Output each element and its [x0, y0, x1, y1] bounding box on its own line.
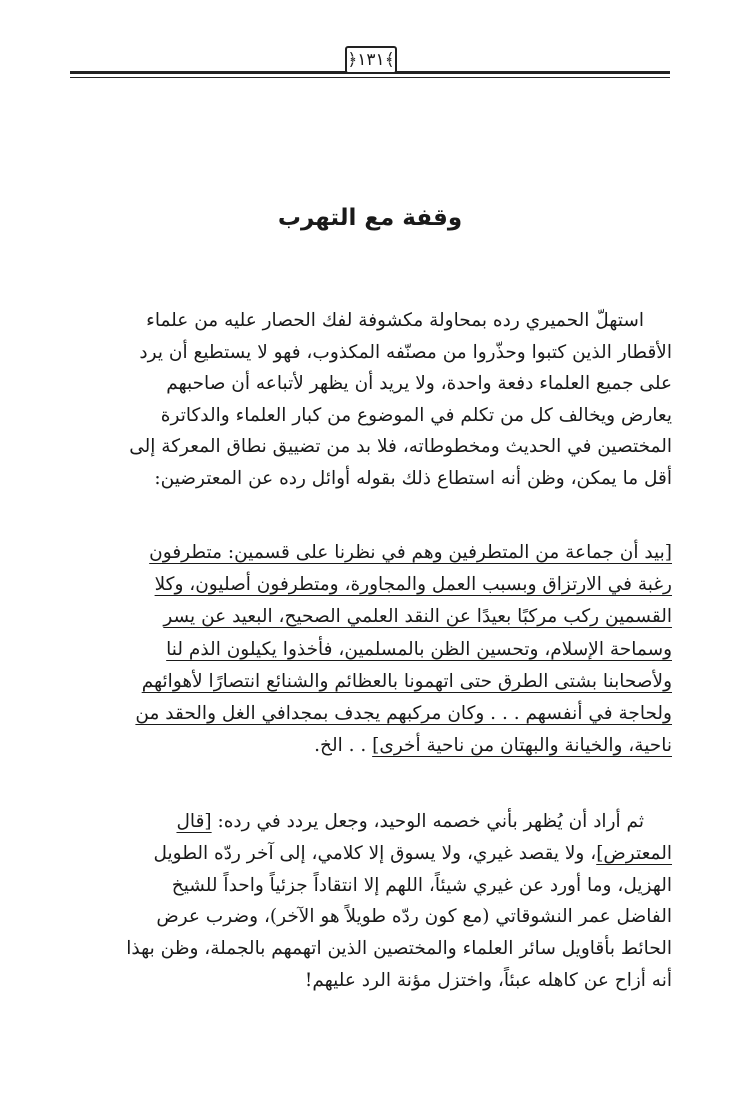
- text-line: الفاضل عمر النشوقاتي (مع كون ردّه طويلاً هو الآخر)، وضرب عرض: [156, 906, 672, 928]
- page-number: ﴿١٣١﴾: [345, 46, 397, 74]
- quote-line: ناحية، والخيانة والبهتان من ناحية أخرى]: [372, 735, 672, 757]
- chapter-title: وقفة مع التهرب: [277, 205, 463, 231]
- text-segment: ثم أراد أن يُظهر بأني خصمه الوحيد، وجعل يردد في رده:: [211, 811, 644, 832]
- text-line: الهزيل، وما أورد عن غيري شيئاً، اللهم إلا انتقاداً جزئياً واحداً للشيخ: [171, 874, 672, 896]
- text-line: على جميع العلماء دفعة واحدة، ولا يريد أن يظهر لأتباعه أن صاحبهم: [166, 373, 672, 394]
- paragraph-response: [68, 806, 672, 997]
- quote-line: ولحاجة في أنفسهم . . . وكان مركبهم يجدف بمجدافي الغل والحقد من: [135, 703, 672, 725]
- text-line: [68, 806, 672, 838]
- text-line: أنه أزاح عن كاهله عبئاً، واختزل مؤنة الرد عليهم!: [304, 969, 672, 991]
- header-rule-thin: [70, 77, 670, 78]
- text-line: الأقطار الذين كتبوا وحذّروا من مصنّفه المكذوب، فهو لا يستطيع أن يرد: [139, 341, 672, 363]
- page-header: [70, 40, 670, 90]
- paragraph-intro: [68, 305, 672, 494]
- quote-line: رغبة في الارتزاق وبسبب العمل والمجاورة، ومتطرفون أصليون، وكلا: [154, 574, 672, 596]
- text-line: يعارض ويخالف كل من تكلم في الموضوع من كبار العلماء والدكاترة: [160, 404, 672, 426]
- quote-line: وسماحة الإسلام، وتحسين الظن بالمسلمين، فأخذوا يكيلون الذم لنا: [166, 638, 672, 660]
- quoted-passage: [68, 537, 672, 762]
- quote-trailing: . . الخ.: [314, 735, 373, 757]
- underlined-segment: [قال: [176, 811, 212, 832]
- quote-line: ولأصحابنا بشتى الطرق حتى اتهمونا بالعظائم والشنائع انتصارًا لأهوائهم: [141, 670, 672, 692]
- quote-line: القسمين ركب مركبًا بعيدًا عن النقد العلمي الصحيح، البعيد عن يسر: [163, 606, 672, 628]
- text-line: أقل ما يمكن، وظن أنه استطاع ذلك بقوله أوائل رده عن المعترضين:: [154, 467, 672, 489]
- text-line: الحائط بأقاويل سائر العلماء والمختصين الذين اتهمهم بالجملة، وظن بهذا: [126, 938, 672, 960]
- underlined-segment: المعترض]: [596, 842, 672, 864]
- quote-last-line: [68, 730, 672, 762]
- text-segment: ، ولا يقصد غيري، ولا يسوق إلا كلامي، إلى آخر ردّه الطويل: [153, 842, 597, 864]
- text-line: [68, 838, 672, 870]
- text-line: استهلّ الحميري رده بمحاولة مكشوفة لفك الحصار عليه من علماء: [146, 310, 644, 331]
- quote-line: [بيد أن جماعة من المتطرفين وهم في نظرنا على قسمين: متطرفون: [149, 542, 672, 563]
- text-line: المختصين في الحديث ومخطوطاته، فلا بد من تضييق نطاق المعركة إلى: [129, 436, 672, 457]
